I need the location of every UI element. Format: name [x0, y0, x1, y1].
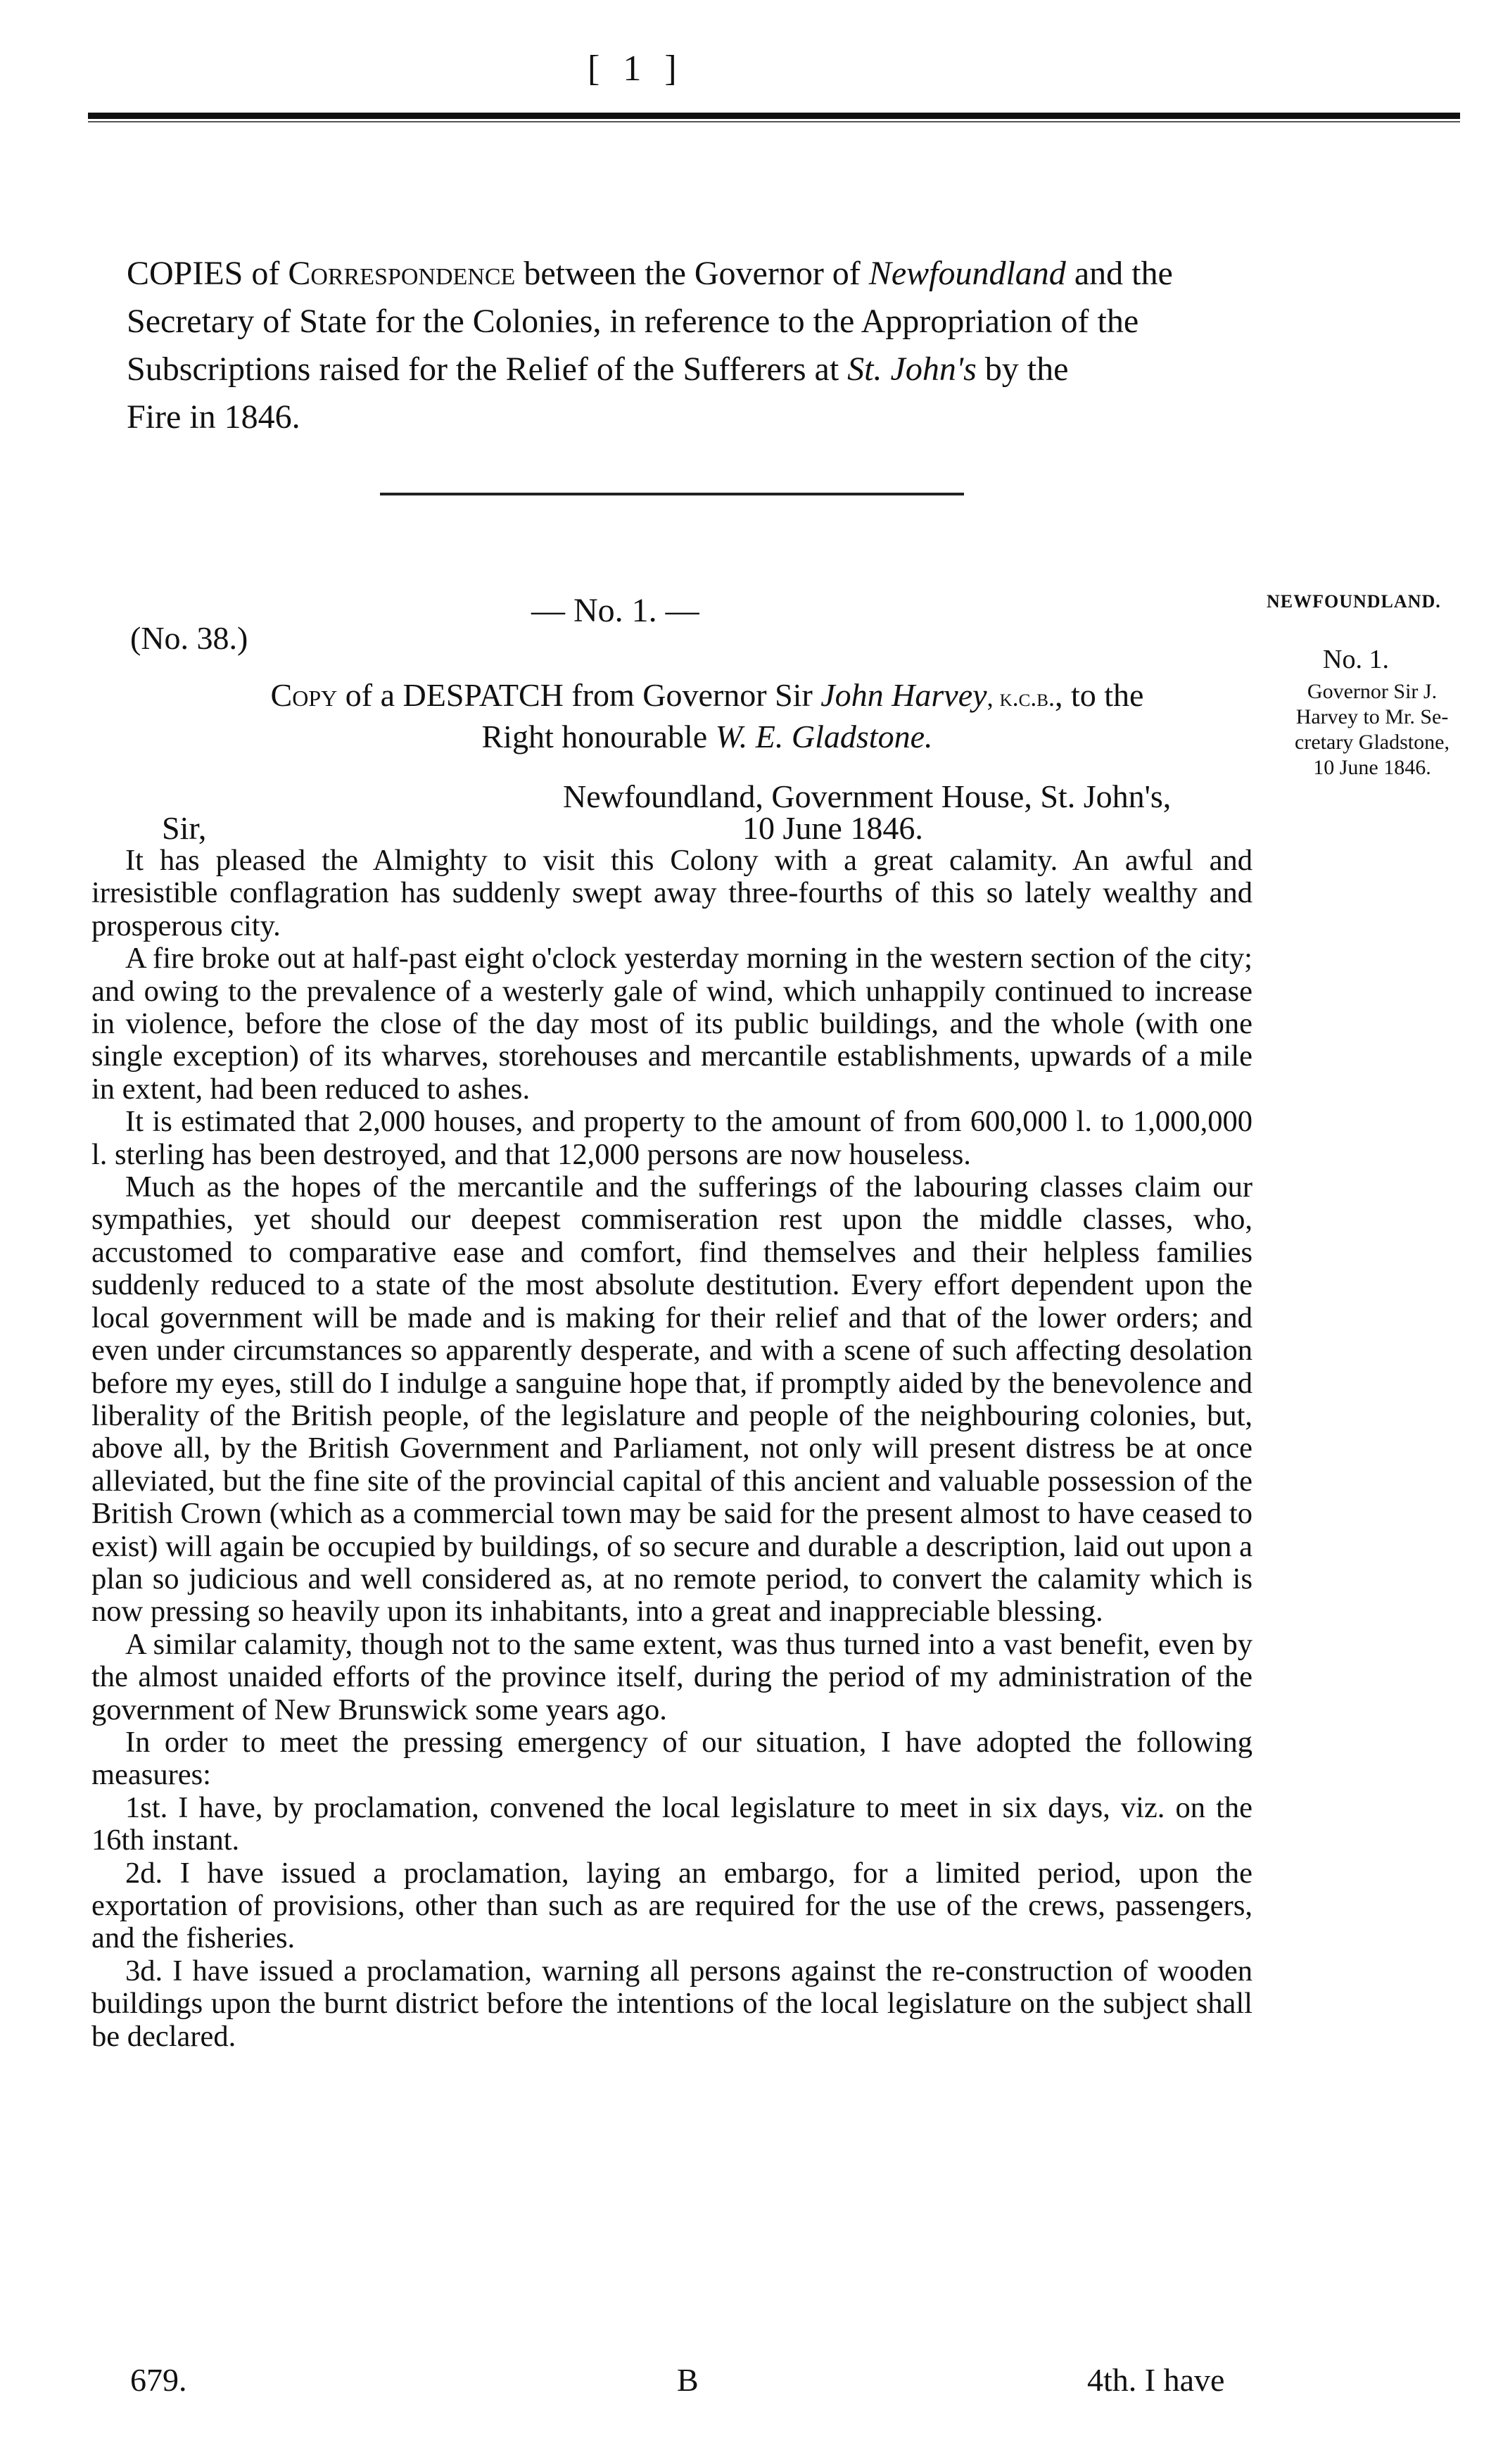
footer-number: 679.: [130, 2362, 187, 2398]
title-newfoundland: Newfoundland: [868, 255, 1066, 292]
paragraph: 2d. I have issued a proclamation, laying an embargo, for a limited period, upon the exportation of provisions, other than such as are required for the use of the crews, passengers, and the fisheries.: [91, 1856, 1252, 1955]
title-line-3-c: by the: [976, 350, 1069, 388]
title-between: between the Governor of: [515, 255, 869, 292]
despatch-from: from Governor Sir: [563, 677, 821, 713]
title-line-2: Secretary of State for the Colonies, in reference to the Appropriation of the: [127, 303, 1139, 340]
letter-body: [91, 845, 1252, 2053]
paragraph: 3d. I have issued a proclamation, warning all persons against the re-construction of wooden buildings upon the burnt district before the intentions of the local legislature on the subject shall be declared.: [91, 1954, 1252, 2053]
page-number: [ 1 ]: [588, 49, 684, 89]
margin-region: NEWFOUNDLAND.: [1267, 591, 1441, 612]
paragraph: 1st. I have, by proclamation, convened the local legislature to meet in six days, viz. on the 16th instant.: [91, 1790, 1252, 1857]
despatch-word: DESPATCH: [402, 677, 564, 713]
despatch-kcb: , k.c.b.: [987, 683, 1055, 712]
top-rule-thin: [88, 121, 1460, 122]
margin-note-line: cretary Gladstone,: [1295, 731, 1450, 754]
section-rule: [380, 493, 964, 495]
despatch-of-a: of a: [337, 677, 403, 713]
title-correspondence: Correspondence: [288, 255, 516, 292]
title-of: of: [243, 255, 288, 292]
despatch-line-2: [162, 717, 1252, 756]
footer-catchword: 4th. I have: [1087, 2362, 1225, 2398]
section-heading: — No. 1. —: [531, 592, 699, 629]
document-title: [127, 250, 1252, 441]
paragraph: A fire broke out at half-past eight o'clock yesterday morning in the western section of the city; and owing to the prevalence of a westerly gale of wind, which unhappily continued to increase in violence, before the close of the day most of its public buildings, and the whole (with one single exception) of its wharves, storehouses and mercantile establishments, upwards of a mile in extent, had been reduced to ashes.: [91, 942, 1252, 1106]
despatch-recipient: W. E. Gladstone.: [715, 719, 933, 754]
title-line-4: Fire in 1846.: [127, 398, 300, 436]
paragraph: It is estimated that 2,000 houses, and property to the amount of from 600,000 l. to 1,000,000 l. sterling has been destroyed, and that 12,000 persons are now houseless.: [91, 1105, 1252, 1171]
paragraph: Much as the hopes of the mercantile and the sufferings of the labouring classes claim our sympathies, yet should our deepest commiseration rest upon the middle classes, who, accustomed to comparative ease and comfort, find themselves and their helpless families suddenly reduced to a state of the most absolute destitution. Every effort dependent upon the local government will be made and is making for their relief and that of the lower orders; and even under circumstances so apparently desperate, and with a scene of such affecting desolation before my eyes, still do I indulge a sanguine hope that, if promptly aided by the benevolence and liberality of the British people, of the legislature and people of the neighbouring colonies, but, above all, by the British Government and Parliament, not only will present distress be at once alleviated, but the fine site of the provincial capital of this ancient and valuable possession of the British Crown (which as a commercial town may be said for the present almost to have ceased to exist) will again be occupied by buildings, of so secure and durable a description, laid out upon a plan so judicious and well considered as, at no remote period, to convert the calamity which is now pressing so heavily upon its inhabitants, into a great and inappreciable blessing.: [91, 1170, 1252, 1629]
margin-note: [1260, 679, 1485, 781]
title-st-johns: St. John's: [847, 350, 977, 388]
title-line-3: [127, 346, 1252, 393]
title-and-the: and the: [1065, 255, 1173, 292]
despatch-to: , to the: [1054, 677, 1144, 713]
letter-salutation: Sir,: [162, 810, 207, 846]
title-copies: COPIES: [127, 255, 243, 292]
despatch-right-honourable: Right honourable: [481, 719, 716, 754]
title-line-3-a: Subscriptions raised for the Relief of the Sufferers at: [127, 350, 848, 388]
margin-note-line: Governor Sir J.: [1307, 680, 1438, 703]
despatch-sender: John Harvey: [820, 677, 987, 713]
top-rule: [88, 113, 1460, 119]
paragraph: A similar calamity, though not to the same extent, was thus turned into a vast benefit, even by the almost unaided efforts of the province itself, during the period of my administration of the government of New Brunswick some years ago.: [91, 1627, 1252, 1726]
margin-number: No. 1.: [1323, 645, 1389, 674]
letter-place: Newfoundland, Government House, St. John's,: [563, 778, 1172, 814]
paragraph: It has pleased the Almighty to visit this Colony with a great calamity. An awful and irresistible conflagration has suddenly swept away three-fourths of this so lately wealthy and prosperous city.: [91, 844, 1252, 942]
despatch-number: (No. 38.): [130, 620, 248, 656]
despatch-line-1: [162, 676, 1252, 717]
despatch-copy: Copy: [270, 677, 338, 713]
letter-date: 10 June 1846.: [742, 810, 923, 846]
despatch-heading: [162, 676, 1252, 756]
footer-signature: B: [677, 2362, 699, 2398]
margin-note-line: 10 June 1846.: [1313, 756, 1431, 779]
margin-note-line: Harvey to Mr. Se-: [1295, 705, 1449, 728]
paragraph: In order to meet the pressing emergency of our situation, I have adopted the following measures:: [91, 1725, 1252, 1792]
